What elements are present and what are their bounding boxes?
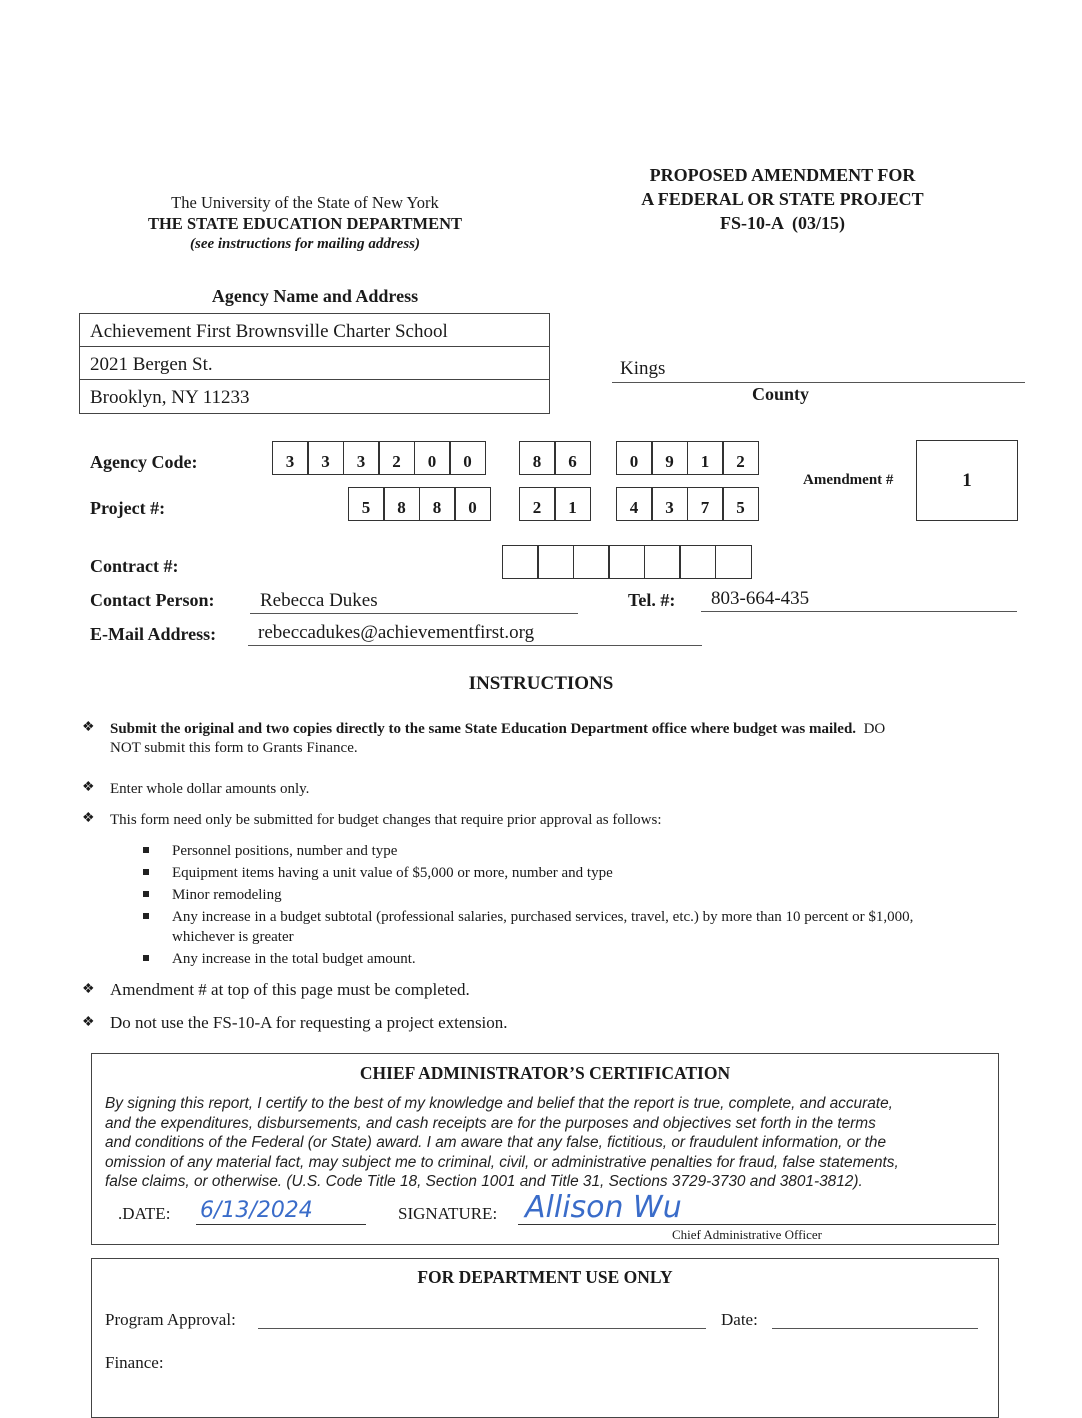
title-line-1: PROPOSED AMENDMENT FOR [649, 165, 916, 185]
square-bullet-icon [143, 955, 149, 961]
approval-date-field[interactable] [772, 1328, 978, 1329]
certification-title: CHIEF ADMINISTRATOR’S CERTIFICATION [359, 1063, 731, 1083]
email-label: E-Mail Address: [90, 624, 217, 644]
program-approval-field[interactable] [258, 1328, 706, 1329]
contact-person-field[interactable]: Rebecca Dukes [250, 590, 578, 614]
agency-code-group-1 [273, 441, 486, 475]
instruction-item: This form need only be submitted for budget changes that require prior approval as follows: [110, 812, 662, 828]
approval-item: Minor remodeling [172, 887, 282, 903]
square-bullet-icon [143, 891, 149, 897]
project-digit[interactable]: 7 [687, 487, 724, 521]
contract-digit[interactable] [679, 545, 716, 579]
form-id: FS-10-A (03/15) [720, 213, 845, 233]
program-approval-label: Program Approval: [105, 1310, 236, 1329]
telephone-label: Tel. #: [628, 590, 676, 610]
contract-digit[interactable] [502, 545, 539, 579]
diamond-bullet-icon: ❖ [82, 780, 95, 795]
diamond-bullet-icon: ❖ [82, 1015, 95, 1030]
email-field[interactable]: rebeccadukes@achievementfirst.org [248, 622, 702, 646]
approval-item: Any increase in the total budget amount. [172, 951, 416, 967]
project-group-1 [349, 487, 491, 521]
certification-line: omission of any material fact, may subject me to criminal, civil, or administrative penalties for fraud, false statements, [105, 1153, 899, 1171]
agency-code-label: Agency Code: [90, 452, 198, 472]
contract-digit[interactable] [644, 545, 681, 579]
instructions-title: INSTRUCTIONS [468, 673, 614, 694]
signature-label: SIGNATURE: [398, 1204, 498, 1223]
project-digit[interactable]: 3 [651, 487, 688, 521]
square-bullet-icon [143, 869, 149, 875]
county-label: County [752, 384, 810, 404]
instruction-item: Enter whole dollar amounts only. [110, 781, 310, 797]
finance-label: Finance: [105, 1353, 164, 1372]
agency-code-digit[interactable]: 1 [687, 441, 724, 475]
agency-code-digit[interactable]: 2 [378, 441, 415, 475]
project-digit[interactable]: 2 [519, 487, 556, 521]
form-title [590, 163, 975, 235]
amendment-number-field[interactable]: 1 [916, 440, 1018, 521]
project-number-label: Project #: [90, 498, 166, 518]
approval-date-label: Date: [721, 1310, 758, 1329]
diamond-bullet-icon: ❖ [82, 811, 95, 826]
square-bullet-icon [143, 913, 149, 919]
project-digit[interactable]: 8 [419, 487, 456, 521]
agency-code-digit[interactable]: 9 [651, 441, 688, 475]
agency-code-digit[interactable]: 3 [307, 441, 344, 475]
certification-line: false claims, or otherwise. (U.S. Code Title 18, Section 1001 and Title 31, Sections 3729-3730 and 3801-3812). [105, 1173, 863, 1190]
project-group-3 [617, 487, 759, 521]
agency-city-field[interactable]: Brooklyn, NY 11233 [90, 387, 250, 408]
signer-title: Chief Administrative Officer [672, 1227, 822, 1242]
approval-item-continued: whichever is greater [172, 929, 294, 945]
agency-address-box [79, 313, 550, 414]
date-label: .DATE: [118, 1204, 171, 1223]
instruction-item [110, 720, 1010, 739]
certification-line: and conditions of the Federal (or State) award. I am aware that any false, fictitious, or fraudulent information, or the [105, 1134, 887, 1151]
diamond-bullet-icon: ❖ [82, 982, 95, 997]
date-field[interactable]: 6/13/2024 [200, 1198, 313, 1223]
agency-code-group-2 [520, 441, 591, 475]
instruction-text-bold: Submit the original and two copies directly to the same State Education Department office where budget was mailed. [110, 721, 857, 737]
certification-statement [105, 1094, 990, 1192]
agency-section-title: Agency Name and Address [211, 286, 419, 306]
county-field[interactable]: Kings [612, 358, 1025, 383]
instruction-item-continued: NOT submit this form to Grants Finance. [110, 740, 358, 756]
agency-code-digit[interactable]: 3 [272, 441, 309, 475]
instruction-text: DO [863, 721, 886, 737]
org-line-3: (see instructions for mailing address) [189, 236, 421, 252]
certification-line: By signing this report, I certify to the best of my knowledge and belief that the report is true, complete, and accurate, [105, 1095, 893, 1112]
date-underline [196, 1224, 366, 1225]
org-line-2: THE STATE EDUCATION DEPARTMENT [147, 214, 463, 233]
agency-code-digit[interactable]: 0 [616, 441, 653, 475]
project-digit[interactable]: 1 [554, 487, 591, 521]
approval-item: Personnel positions, number and type [172, 843, 398, 859]
agency-code-digit[interactable]: 8 [519, 441, 556, 475]
telephone-field[interactable]: 803-664-435 [701, 588, 1017, 612]
contract-digit[interactable] [573, 545, 610, 579]
agency-street-field[interactable]: 2021 Bergen St. [80, 347, 549, 380]
signature-field[interactable]: Allison Wu [525, 1190, 682, 1225]
project-digit[interactable]: 5 [722, 487, 759, 521]
project-digit[interactable]: 4 [616, 487, 653, 521]
approval-item: Equipment items having a unit value of $5,000 or more, number and type [172, 865, 613, 881]
title-line-2: A FEDERAL OR STATE PROJECT [641, 189, 924, 209]
department-use-title: FOR DEPARTMENT USE ONLY [417, 1267, 673, 1287]
agency-code-digit[interactable]: 0 [449, 441, 486, 475]
contract-digit[interactable] [537, 545, 574, 579]
contact-person-label: Contact Person: [90, 590, 215, 610]
contract-digit[interactable] [608, 545, 645, 579]
contract-number-label: Contract #: [90, 556, 179, 576]
agency-code-digit[interactable]: 3 [343, 441, 380, 475]
approval-item: Any increase in a budget subtotal (professional salaries, purchased services, travel, etc.) by more than 10 percent or $1,000, [172, 909, 914, 925]
diamond-bullet-icon: ❖ [82, 720, 95, 735]
certification-line: and the expenditures, disbursements, and cash receipts are for the purposes and objectives set forth in the terms [105, 1114, 876, 1132]
contract-digit[interactable] [715, 545, 752, 579]
agency-code-digit[interactable]: 6 [554, 441, 591, 475]
amendment-label: Amendment # [803, 472, 894, 488]
project-digit[interactable]: 0 [454, 487, 491, 521]
department-header [100, 192, 510, 255]
project-digit[interactable]: 8 [383, 487, 420, 521]
agency-name-field[interactable]: Achievement First Brownsville Charter School [80, 314, 549, 347]
project-group-2 [520, 487, 591, 521]
agency-code-digit[interactable]: 0 [414, 441, 451, 475]
instruction-item: Amendment # at top of this page must be completed. [110, 980, 470, 999]
project-digit[interactable]: 5 [348, 487, 385, 521]
agency-code-group-3 [617, 441, 759, 475]
org-line-1: The University of the State of New York [171, 193, 439, 212]
instruction-item: Do not use the FS-10-A for requesting a project extension. [110, 1013, 508, 1032]
contract-number-boxes [503, 545, 752, 579]
square-bullet-icon [143, 847, 149, 853]
agency-code-digit[interactable]: 2 [722, 441, 759, 475]
